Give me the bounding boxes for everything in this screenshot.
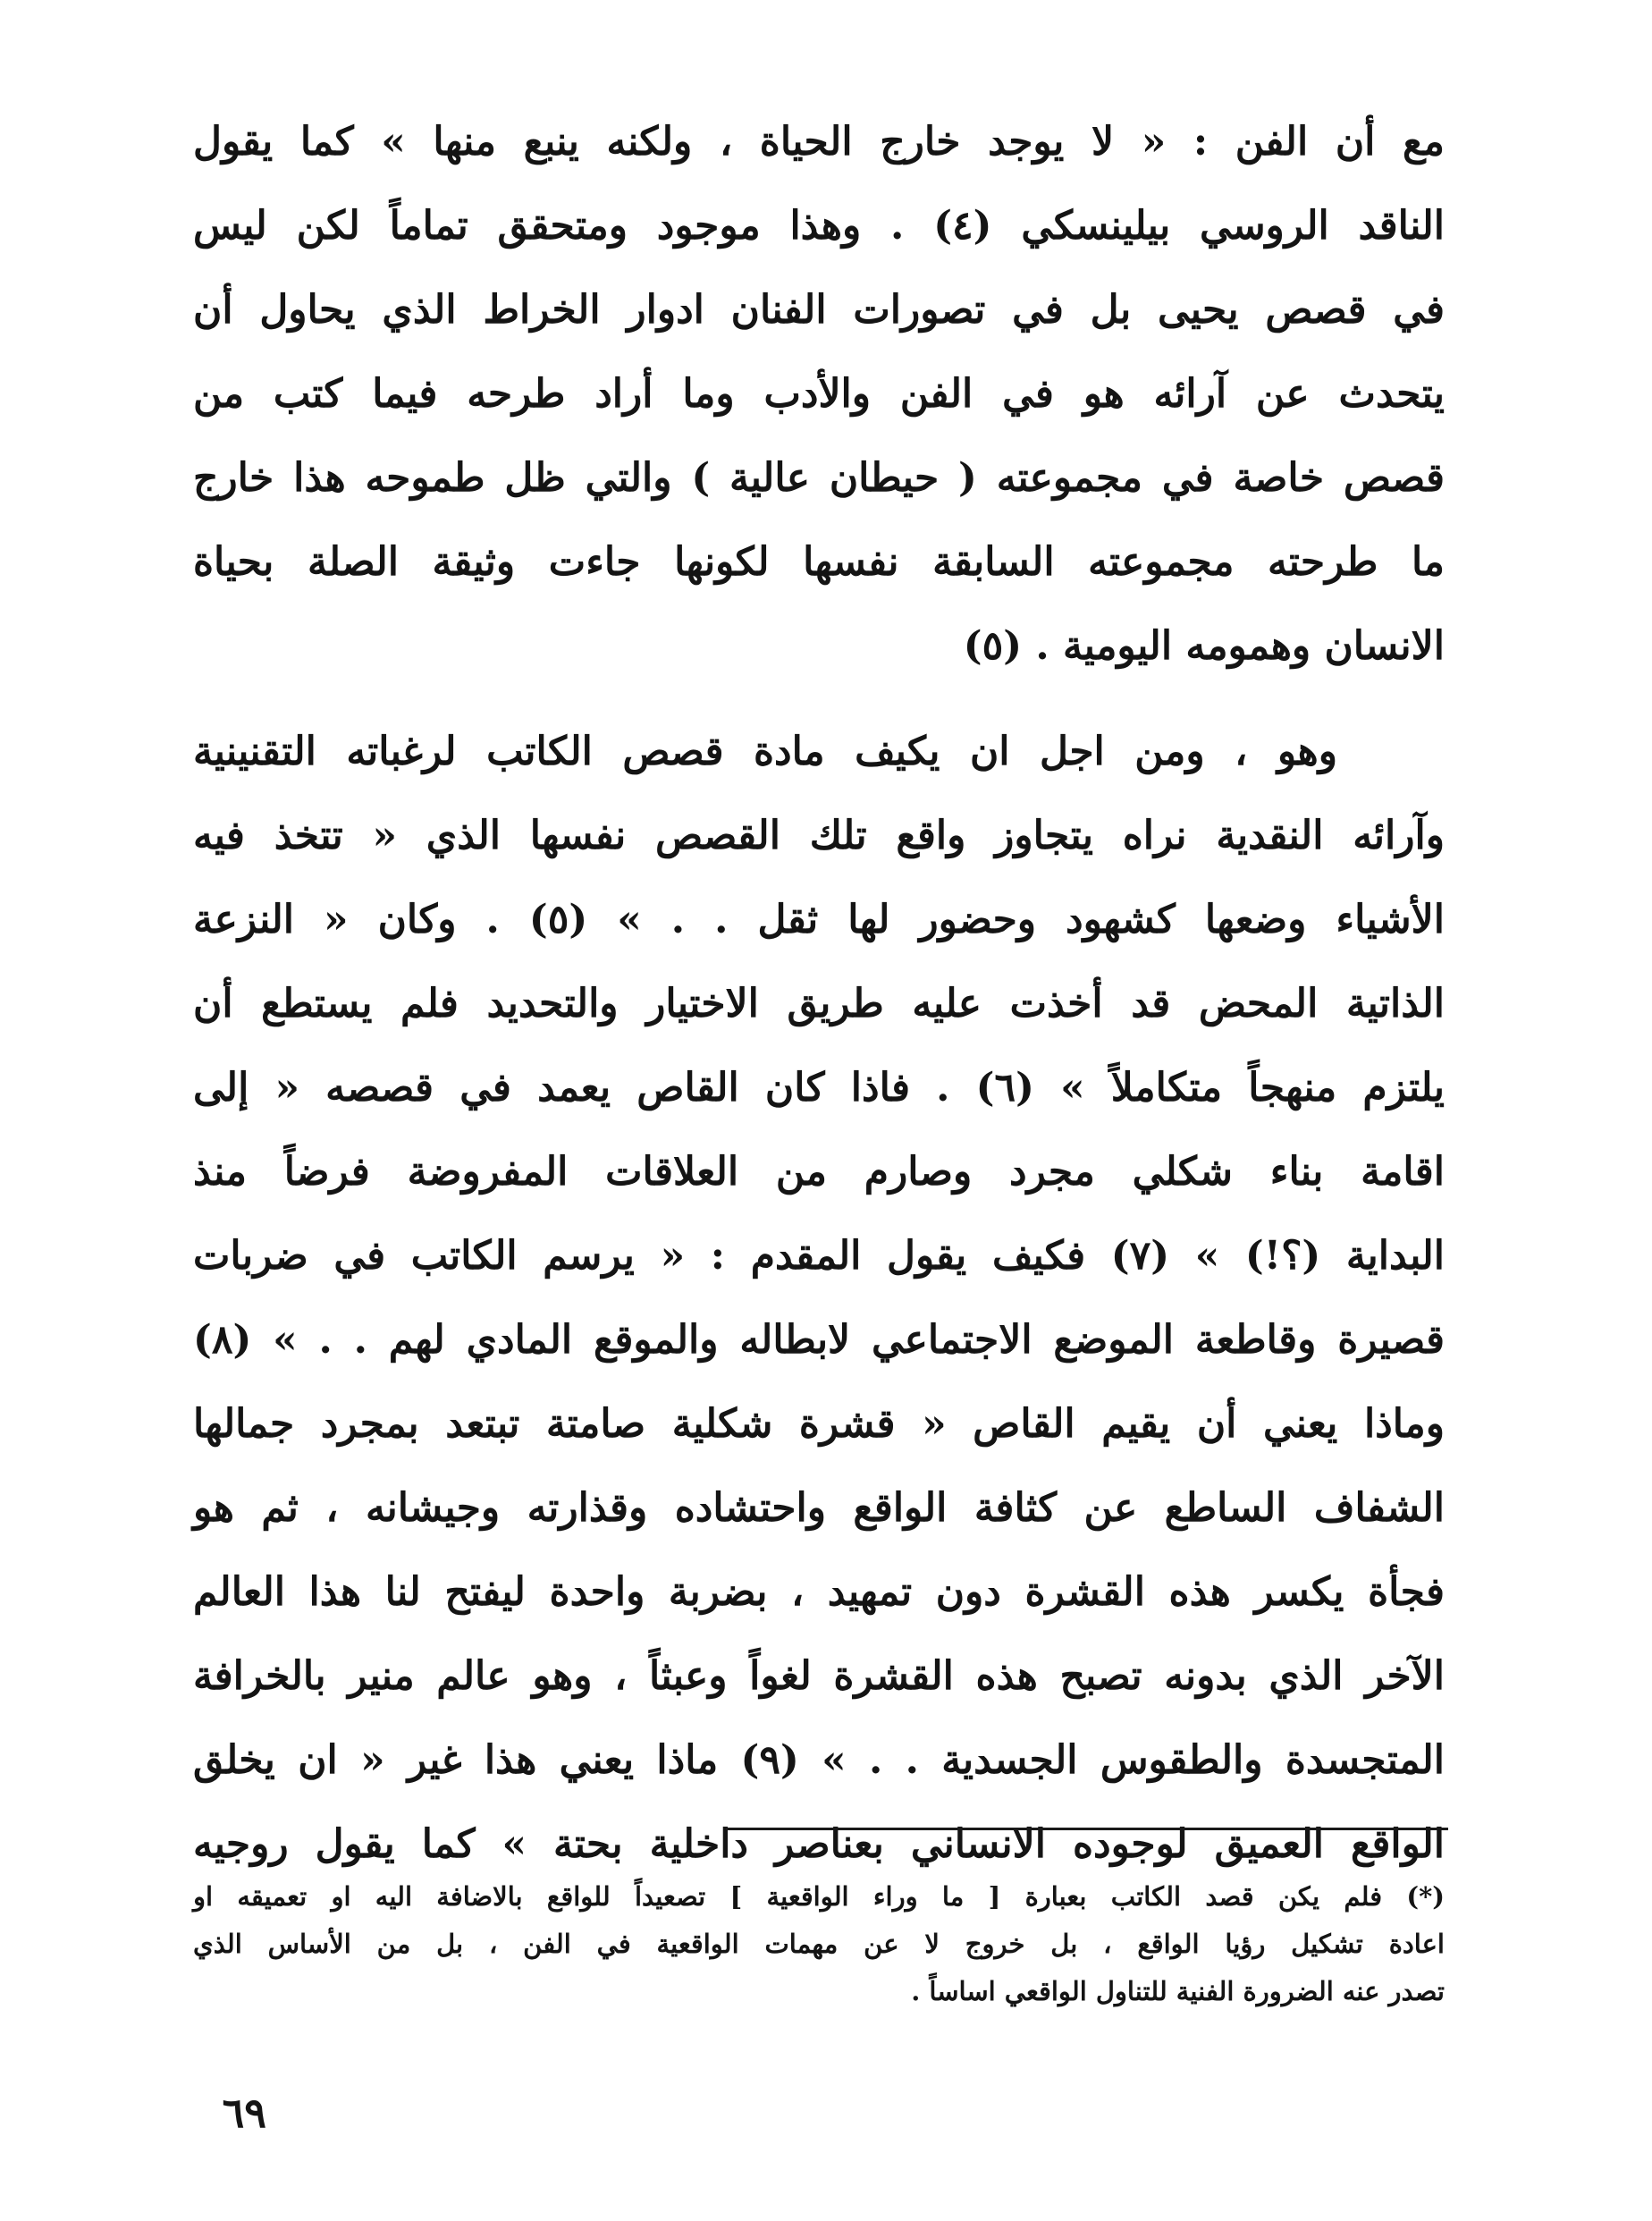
paragraph-2-line: وآرائه النقدية نراه يتجاوز واقع تلك القصص نفسها الذي « تتخذ فيه xyxy=(193,813,1445,858)
paragraph-2-line: فجأة يكسر هذه القشرة دون تمهيد ، بضربة واحدة ليفتح لنا هذا العالم xyxy=(193,1569,1445,1615)
paragraph-2-line: المتجسدة والطقوس الجسدية . . » (٩) ماذا يعني هذا غير « ان يخلق xyxy=(193,1737,1445,1783)
paragraph-1-line: قصص خاصة في مجموعته ( حيطان عالية ) والتي ظل طموحه هذا خارج xyxy=(193,455,1445,501)
page-number: ٦٩ xyxy=(222,2089,266,2137)
paragraph-2-line: الشفاف الساطع عن كثافة الواقع واحتشاده وقذارته وجيشانه ، ثم هو xyxy=(193,1485,1445,1531)
paragraph-spacer xyxy=(193,688,1445,710)
paragraph-2-line: الواقع العميق لوجوده الانساني بعناصر داخلية بحتة » كما يقول روجيه xyxy=(193,1821,1445,1867)
footnote-separator xyxy=(726,1828,1448,1830)
footnote xyxy=(193,1873,1445,2015)
footnote-line: اعادة تشكيل رؤيا الواقع ، بل خروج لا عن مهمات الواقعية في الفن ، بل من الأساس الذي xyxy=(193,1929,1445,1959)
paragraph-2-line: الذاتية المحض قد أخذت عليه طريق الاختيار والتحديد فلم يستطع أن xyxy=(193,981,1445,1026)
paragraph-2-line: الآخر الذي بدونه تصبح هذه القشرة لغواً وعبثاً ، وهو عالم منير بالخرافة xyxy=(193,1653,1445,1699)
body-text xyxy=(193,100,1445,1887)
paragraph-1-line: يتحدث عن آرائه هو في الفن والأدب وما أراد طرحه فيما كتب من xyxy=(193,371,1445,417)
paragraph-1-line: في قصص يحيى بل في تصورات الفنان ادوار الخراط الذي يحاول أن xyxy=(193,287,1445,333)
paragraph-1-line: مع أن الفن : « لا يوجد خارج الحياة ، ولكنه ينبع منها » كما يقول xyxy=(193,119,1445,165)
paragraph-1-line: الانسان وهمومه اليومية . (٥) xyxy=(963,623,1445,669)
paragraph-2-line: قصيرة وقاطعة الموضع الاجتماعي لابطاله والموقع المادي لهم . . » (٨) xyxy=(193,1317,1445,1363)
paragraph-1-line: ما طرحته مجموعته السابقة نفسها لكونها جاءت وثيقة الصلة بحياة xyxy=(193,539,1445,585)
footnote-line: تصدر عنه الضرورة الفنية للتناول الواقعي اساساً . xyxy=(911,1976,1445,2006)
paragraph-2-line: اقامة بناء شكلي مجرد وصارم من العلاقات المفروضة فرضاً منذ xyxy=(193,1149,1445,1195)
paragraph-2-line: الأشياء وضعها كشهود وحضور لها ثقل . . » (٥) . وكان « النزعة xyxy=(193,897,1445,942)
paragraph-2-line: وهو ، ومن اجل ان يكيف مادة قصص الكاتب لرغباته التقنينية xyxy=(193,729,1338,774)
paragraph-2-line: البداية (؟!) » (٧) فكيف يقول المقدم : « يرسم الكاتب في ضربات xyxy=(193,1233,1445,1279)
paragraph-2-line: وماذا يعني أن يقيم القاص « قشرة شكلية صامتة تبتعد بمجرد جمالها xyxy=(193,1401,1445,1447)
paragraph-2-line: يلتزم منهجاً متكاملاً » (٦) . فاذا كان القاص يعمد في قصصه « إلى xyxy=(193,1065,1445,1110)
footnote-line: (*) فلم يكن قصد الكاتب بعبارة [ ما وراء الواقعية ] تصعيداً للواقع بالاضافة اليه او تعميقه او xyxy=(193,1881,1445,1912)
paragraph-1-line: الناقد الروسي بيلينسكي (٤) . وهذا موجود ومتحقق تماماً لكن ليس xyxy=(193,203,1445,249)
